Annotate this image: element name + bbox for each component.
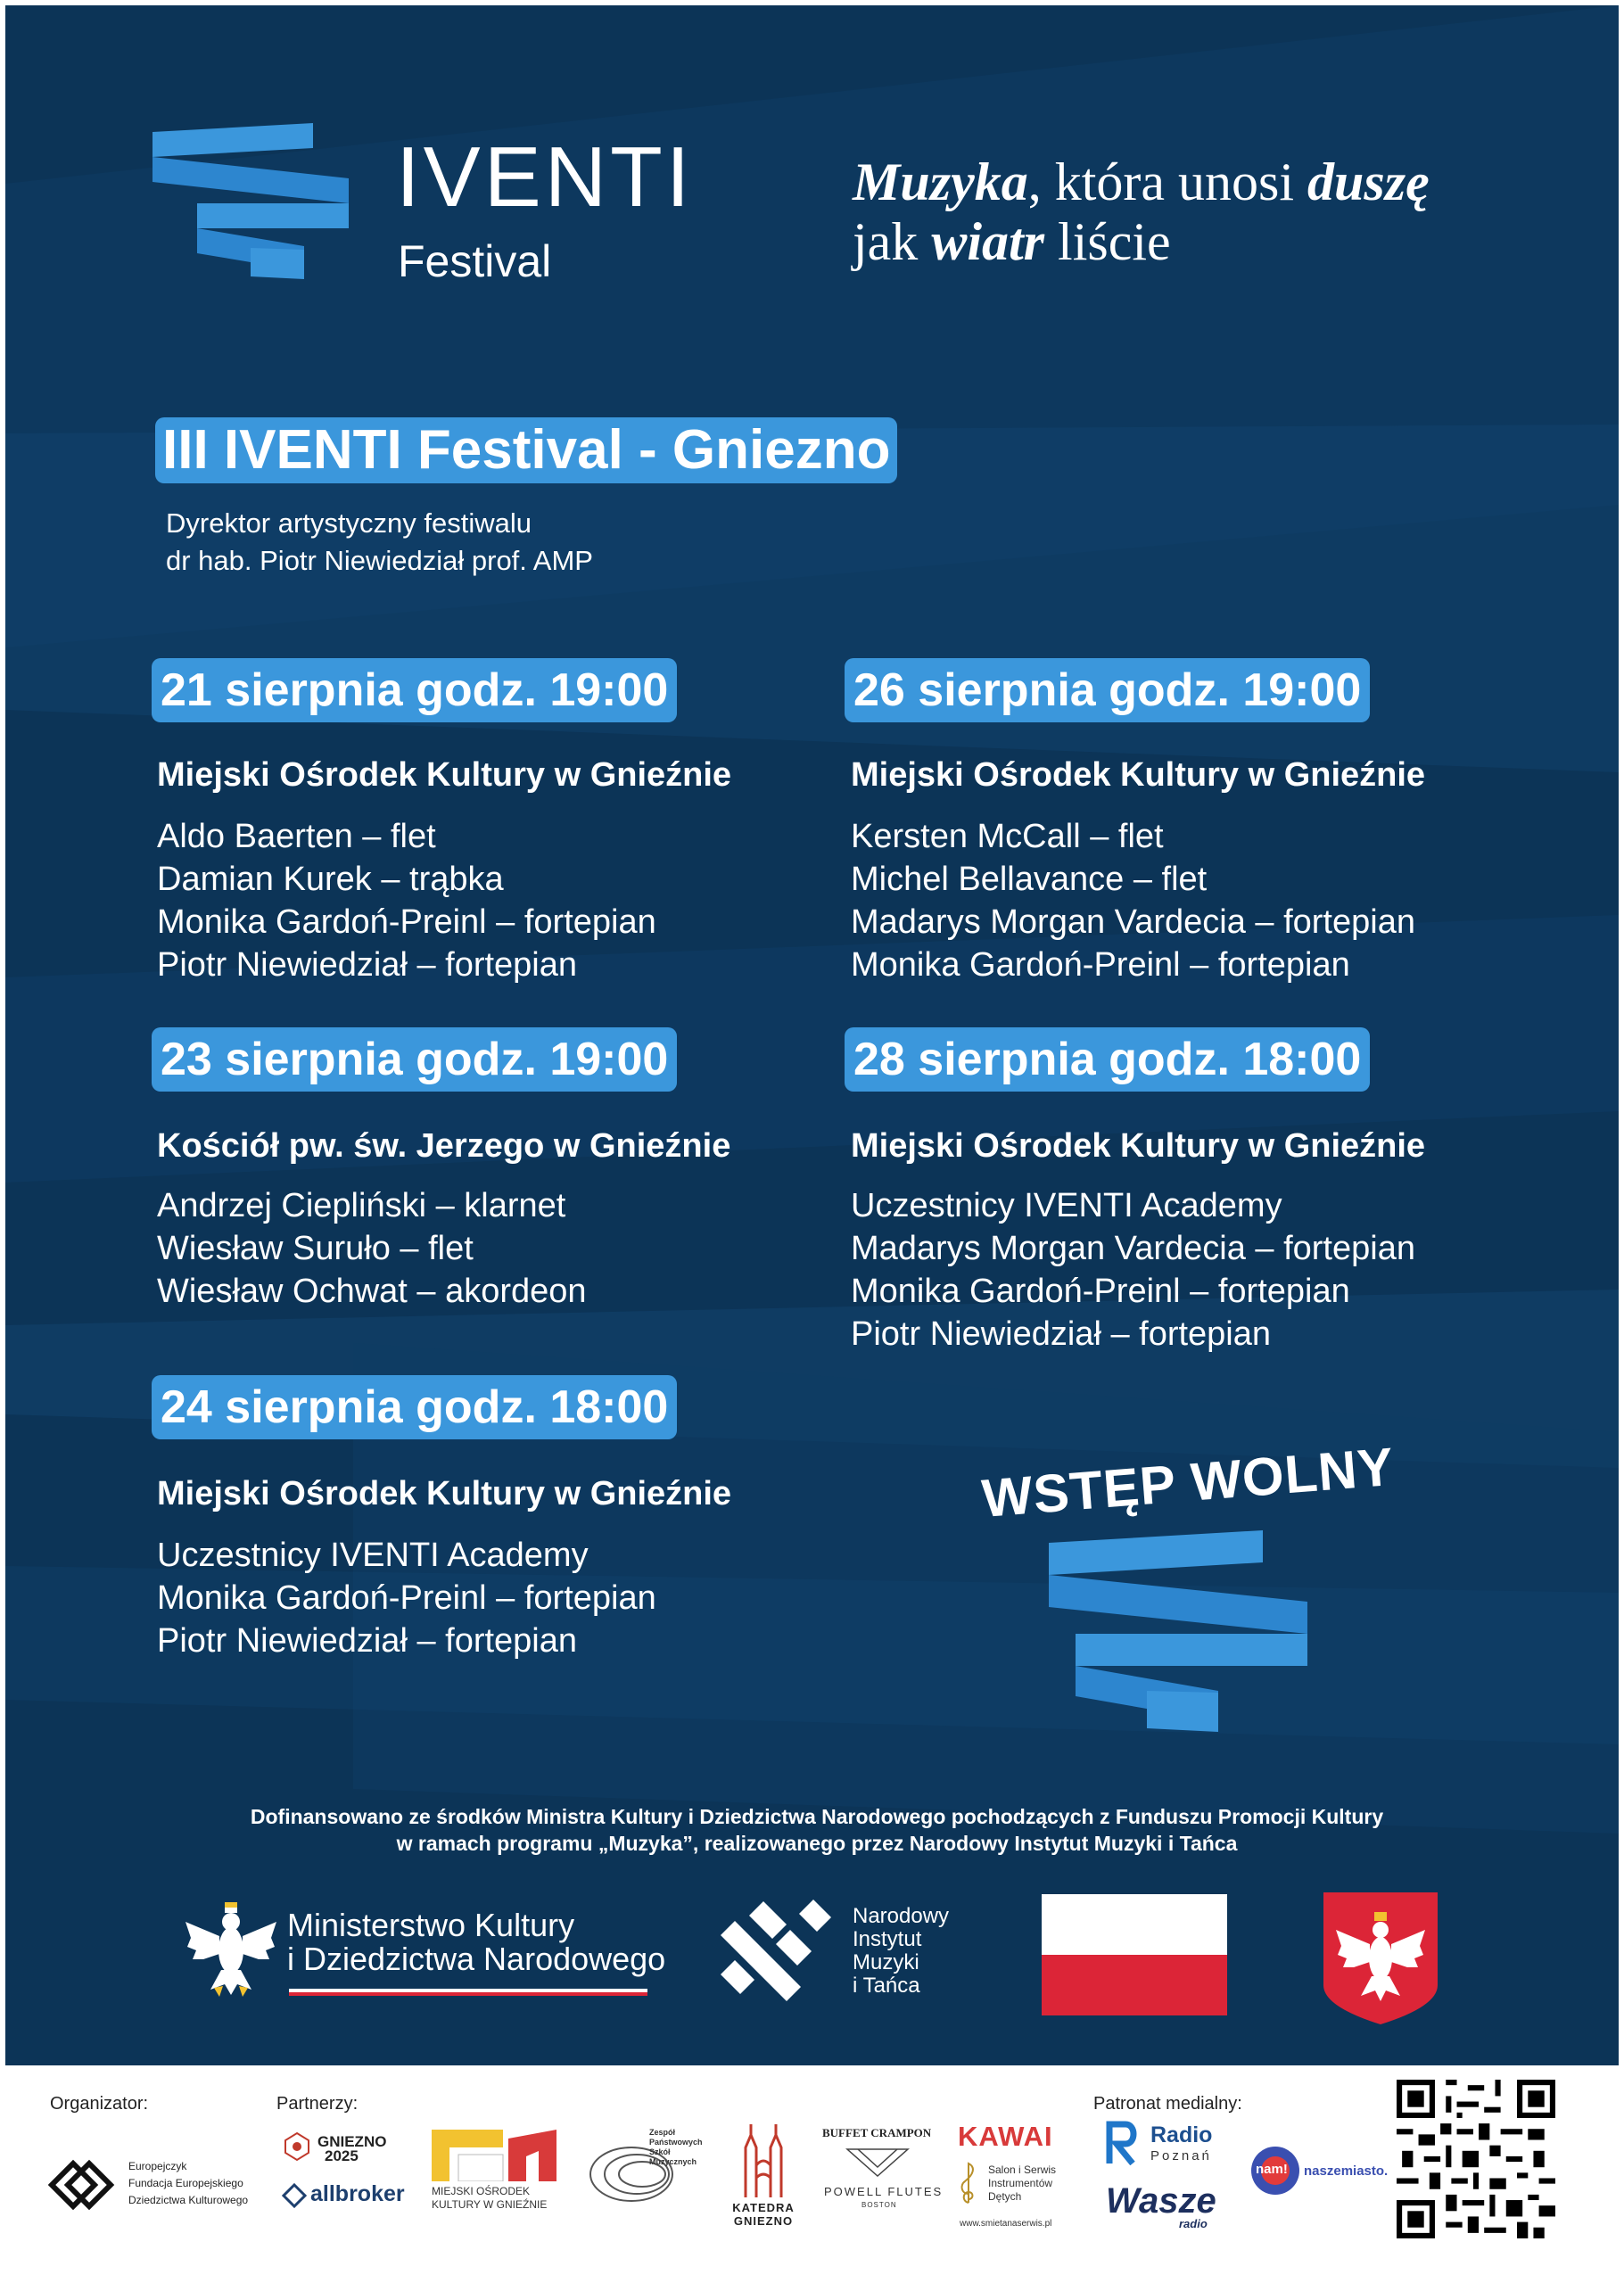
funding-line: Dofinansowano ze środków Ministra Kultury i Dziedzictwa Narodowego pochodzących z Funduszu Promocji Kultury — [250, 1805, 1384, 1828]
performer: Monika Gardoń-Preinl – fortepian — [157, 903, 656, 941]
performer-list — [851, 815, 1415, 986]
performer-list — [851, 1184, 1415, 1356]
performer: Wiesław Ochwat – akordeon — [157, 1273, 587, 1310]
school-line: Państwowych — [649, 2138, 703, 2147]
allbroker-icon — [282, 2183, 307, 2208]
performer: Piotr Niewiedział – fortepian — [851, 1315, 1272, 1353]
poland-flag-icon — [1042, 1894, 1227, 2015]
school-name — [649, 2128, 703, 2167]
director-info — [166, 505, 593, 580]
performer: Damian Kurek – trąbka — [157, 861, 504, 898]
mok-name — [432, 2185, 547, 2212]
concert-date: 23 sierpnia godz. 19:00 — [152, 1027, 677, 1092]
radio-poznan — [1150, 2124, 1212, 2167]
organizer-logo-icon — [46, 2158, 116, 2212]
logo-title: IVENTI — [396, 129, 694, 225]
coat-of-arms-icon — [1323, 1892, 1438, 2024]
performer: Uczestnicy IVENTI Academy — [157, 1537, 589, 1574]
performer: Wiesław Suruło – flet — [157, 1230, 474, 1267]
school-line: Zespół — [649, 2128, 676, 2137]
organizer-line: Dziedzictwa Kulturowego — [128, 2194, 249, 2206]
kawai-logo: KAWAI — [958, 2121, 1053, 2152]
performer: Monika Gardoń-Preinl – fortepian — [851, 1273, 1350, 1310]
performer-list — [157, 815, 656, 986]
school-line: Szkół — [649, 2147, 671, 2156]
slogan — [853, 152, 1430, 272]
salon-url: www.smietanaserwis.pl — [960, 2219, 1052, 2229]
free-entry-label: WSTĘP WOLNY — [979, 1436, 1397, 1529]
organizer-name — [128, 2158, 248, 2209]
gniezno-year: 2025 — [325, 2147, 359, 2164]
powell-boston: BOSTON — [861, 2201, 897, 2209]
salon-line: Salon i Serwis — [988, 2163, 1057, 2176]
concert-venue: Miejski Ośrodek Kultury w Gnieźnie — [851, 756, 1426, 794]
concert-date: 24 sierpnia godz. 18:00 — [152, 1375, 677, 1439]
nimit-line: Muzyki — [853, 1950, 919, 1974]
mok-logo-icon — [432, 2130, 558, 2181]
performer: Monika Gardoń-Preinl – fortepian — [851, 946, 1350, 984]
organizer-line: Fundacja Europejskiego — [128, 2177, 243, 2189]
ministry-name — [287, 1908, 665, 1976]
concert-date: 28 sierpnia godz. 18:00 — [845, 1027, 1370, 1092]
funding-note — [148, 1803, 1486, 1857]
performer: Monika Gardoń-Preinl – fortepian — [157, 1579, 656, 1617]
nimit-line: Narodowy — [853, 1904, 950, 1928]
ministry-line: i Dziedzictwa Narodowego — [287, 1941, 666, 1977]
festival-title: III IVENTI Festival - Gniezno — [155, 417, 897, 483]
organizer-line: Europejczyk — [128, 2160, 187, 2172]
buffet-crampon-logo: BUFFET CRAMPON — [822, 2126, 932, 2139]
powell-emblem-icon — [845, 2147, 910, 2178]
ministry-flag-stripe — [289, 1989, 647, 1996]
director-name: dr hab. Piotr Niewiedział prof. AMP — [166, 545, 593, 576]
nam-label: nam! — [1256, 2162, 1288, 2177]
katedra-line: KATEDRA — [732, 2201, 795, 2214]
salon-name — [988, 2163, 1056, 2204]
concert-venue: Miejski Ośrodek Kultury w Gnieźnie — [157, 756, 732, 794]
organizer-label: Organizator: — [50, 2094, 149, 2114]
performer: Andrzej Ciepliński – klarnet — [157, 1187, 566, 1224]
performer: Aldo Baerten – flet — [157, 818, 436, 855]
katedra-line: GNIEZNO — [733, 2214, 794, 2228]
slogan-word: duszę — [1307, 152, 1430, 211]
wasze-radio — [1106, 2183, 1216, 2219]
concert-venue: Kościół pw. św. Jerzego w Gnieźnie — [157, 1127, 731, 1165]
slogan-text: liście — [1044, 212, 1171, 271]
white-eagle-icon — [184, 1900, 278, 1997]
poster — [5, 5, 1619, 2065]
mok-line: KULTURY W GNIEŹNIE — [432, 2198, 548, 2211]
ribbon-logo-icon — [153, 123, 349, 284]
concert-venue: Miejski Ośrodek Kultury w Gnieźnie — [851, 1127, 1426, 1165]
performer: Madarys Morgan Vardecia – fortepian — [851, 1230, 1415, 1267]
nimit-logo-icon — [719, 1898, 835, 2005]
salon-line: Dętych — [988, 2190, 1022, 2203]
performer-list — [157, 1534, 656, 1662]
qr-code[interactable] — [1397, 2080, 1555, 2238]
performer: Piotr Niewiedział – fortepian — [157, 946, 578, 984]
naszemiasto-logo: naszemiasto. — [1304, 2163, 1389, 2179]
wasze-label: Wasze — [1106, 2181, 1216, 2221]
performer: Kersten McCall – flet — [851, 818, 1164, 855]
media-label: Patronat medialny: — [1093, 2094, 1242, 2114]
concert-venue: Miejski Ośrodek Kultury w Gnieźnie — [157, 1475, 732, 1512]
slogan-text: , która unosi — [1027, 152, 1308, 211]
performer: Uczestnicy IVENTI Academy — [851, 1187, 1282, 1224]
nimit-line: Instytut — [853, 1927, 922, 1951]
powell-flutes-logo: POWELL FLUTES — [824, 2185, 944, 2198]
director-label: Dyrektor artystyczny festiwalu — [166, 507, 532, 539]
radio-label: Radio — [1150, 2122, 1213, 2147]
school-line: Muzycznych — [649, 2157, 697, 2166]
partners-label: Partnerzy: — [276, 2094, 359, 2114]
ribbon-icon — [1040, 1530, 1316, 1744]
footer — [0, 2065, 1624, 2283]
mok-line: MIEJSKI OŚRODEK — [432, 2185, 531, 2197]
radio-city: Poznań — [1150, 2148, 1212, 2163]
gniezno-2025 — [317, 2135, 386, 2163]
funding-line: w ramach programu „Muzyka”, realizowanego przez Narodowy Instytut Muzyki i Tańca — [396, 1832, 1238, 1855]
radio-poznan-icon — [1106, 2121, 1140, 2165]
gniezno-crest-icon — [284, 2131, 310, 2162]
performer: Michel Bellavance – flet — [851, 861, 1208, 898]
performer-list — [157, 1184, 587, 1313]
nimit-name — [853, 1905, 949, 1998]
performer: Piotr Niewiedział – fortepian — [157, 1622, 578, 1660]
ministry-line: Ministerstwo Kultury — [287, 1907, 575, 1943]
cathedral-icon — [737, 2121, 790, 2197]
allbroker-logo: allbroker — [310, 2181, 405, 2206]
nimit-line: i Tańca — [853, 1974, 920, 1998]
wasze-sub: radio — [1179, 2217, 1208, 2230]
katedra-name — [730, 2201, 797, 2228]
treble-clef-icon — [958, 2160, 979, 2205]
slogan-text: jak — [853, 212, 932, 271]
concert-date: 26 sierpnia godz. 19:00 — [845, 658, 1370, 722]
performer: Madarys Morgan Vardecia – fortepian — [851, 903, 1415, 941]
salon-line: Instrumentów — [988, 2177, 1053, 2189]
slogan-word: wiatr — [931, 212, 1045, 271]
logo-subtitle: Festival — [398, 236, 552, 286]
concert-date: 21 sierpnia godz. 19:00 — [152, 658, 677, 722]
slogan-word: Muzyka — [853, 152, 1028, 211]
gniezno-label: GNIEZNO — [317, 2133, 387, 2150]
